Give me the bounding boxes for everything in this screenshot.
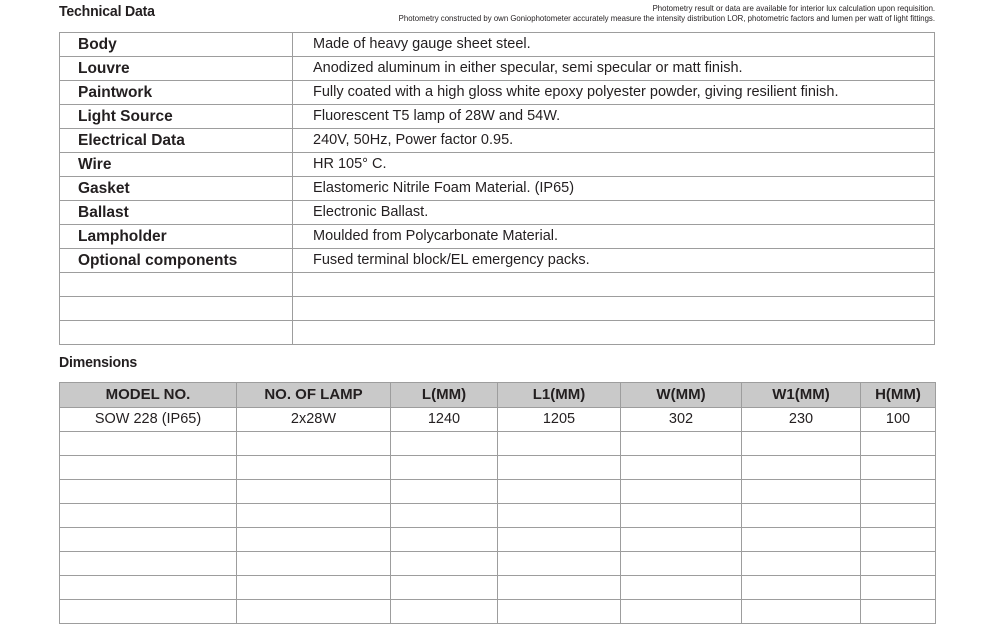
dimensions-empty-row [60, 552, 936, 576]
tech-row [60, 177, 935, 201]
dimensions-empty-cell [237, 528, 391, 552]
dimensions-empty-cell [391, 432, 498, 456]
dimensions-empty-cell [742, 600, 861, 624]
dimensions-empty-cell [391, 528, 498, 552]
dimensions-empty-cell [237, 504, 391, 528]
dimensions-empty-cell [391, 480, 498, 504]
dimensions-cell: 230 [742, 408, 861, 432]
tech-empty-cell [60, 321, 293, 345]
dimensions-empty-cell [237, 480, 391, 504]
dimensions-empty-cell [391, 600, 498, 624]
tech-label: Louvre [60, 57, 293, 81]
tech-label: Light Source [60, 105, 293, 129]
dimensions-empty-cell [237, 432, 391, 456]
dimensions-cell: 1240 [391, 408, 498, 432]
dimensions-table [59, 382, 936, 624]
dimensions-empty-cell [237, 576, 391, 600]
dimensions-column-header: MODEL NO. [60, 383, 237, 408]
tech-label: Body [60, 33, 293, 57]
dimensions-empty-cell [742, 456, 861, 480]
dimensions-cell: 2x28W [237, 408, 391, 432]
dimensions-empty-cell [861, 552, 936, 576]
dimensions-row [60, 408, 936, 432]
tech-value: Elastomeric Nitrile Foam Material. (IP65) [293, 177, 935, 201]
tech-empty-cell [60, 273, 293, 297]
dimensions-empty-cell [60, 576, 237, 600]
dimensions-empty-row [60, 600, 936, 624]
dimensions-column-header: NO. OF LAMP [237, 383, 391, 408]
tech-row [60, 57, 935, 81]
dimensions-cell: 302 [621, 408, 742, 432]
tech-row [60, 225, 935, 249]
dimensions-empty-cell [237, 600, 391, 624]
dimensions-empty-cell [498, 528, 621, 552]
dimensions-column-header: L(MM) [391, 383, 498, 408]
photometry-note-1: Photometry result or data are available for interior lux calculation upon requisition. [652, 3, 935, 13]
dimensions-header-row [60, 383, 936, 408]
tech-value: 240V, 50Hz, Power factor 0.95. [293, 129, 935, 153]
dimensions-empty-cell [498, 480, 621, 504]
dimensions-empty-cell [621, 432, 742, 456]
dimensions-empty-cell [861, 528, 936, 552]
dimensions-empty-cell [742, 528, 861, 552]
dimensions-empty-cell [498, 600, 621, 624]
tech-row [60, 153, 935, 177]
dimensions-heading: Dimensions [59, 354, 138, 371]
dimensions-empty-cell [861, 600, 936, 624]
dimensions-empty-cell [498, 504, 621, 528]
dimensions-column-header: L1(MM) [498, 383, 621, 408]
dimensions-empty-row [60, 456, 936, 480]
dimensions-column-header: W(MM) [621, 383, 742, 408]
tech-label: Gasket [60, 177, 293, 201]
dimensions-empty-cell [498, 456, 621, 480]
tech-value: Moulded from Polycarbonate Material. [293, 225, 935, 249]
dimensions-empty-cell [60, 480, 237, 504]
photometry-note-2: Photometry constructed by own Goniophotometer accurately measure the intensity distribution LOR, photometric factors and lumen per watt of light fittings. [398, 13, 935, 23]
dimensions-empty-cell [621, 504, 742, 528]
dimensions-empty-cell [742, 552, 861, 576]
tech-value: Fluorescent T5 lamp of 28W and 54W. [293, 105, 935, 129]
tech-value: Electronic Ballast. [293, 201, 935, 225]
tech-label: Paintwork [60, 81, 293, 105]
tech-value: HR 105° C. [293, 153, 935, 177]
dimensions-empty-cell [621, 456, 742, 480]
tech-value: Fully coated with a high gloss white epoxy polyester powder, giving resilient finish. [293, 81, 935, 105]
dimensions-empty-cell [861, 504, 936, 528]
tech-value: Fused terminal block/EL emergency packs. [293, 249, 935, 273]
dimensions-empty-cell [621, 600, 742, 624]
tech-value: Made of heavy gauge sheet steel. [293, 33, 935, 57]
dimensions-column-header: H(MM) [861, 383, 936, 408]
tech-label: Electrical Data [60, 129, 293, 153]
dimensions-empty-cell [621, 480, 742, 504]
tech-label: Optional components [60, 249, 293, 273]
dimensions-empty-cell [391, 576, 498, 600]
dimensions-empty-row [60, 480, 936, 504]
dimensions-empty-cell [237, 552, 391, 576]
dimensions-cell: 100 [861, 408, 936, 432]
dimensions-empty-cell [60, 552, 237, 576]
dimensions-empty-cell [742, 432, 861, 456]
dimensions-cell: SOW 228 (IP65) [60, 408, 237, 432]
dimensions-empty-cell [60, 600, 237, 624]
dimensions-empty-cell [498, 576, 621, 600]
tech-row [60, 81, 935, 105]
dimensions-empty-cell [391, 552, 498, 576]
tech-empty-row [60, 273, 935, 297]
dimensions-empty-cell [60, 456, 237, 480]
dimensions-empty-cell [498, 432, 621, 456]
tech-row [60, 249, 935, 273]
tech-empty-cell [293, 273, 935, 297]
dimensions-empty-cell [861, 576, 936, 600]
dimensions-empty-cell [237, 456, 391, 480]
tech-row [60, 201, 935, 225]
tech-value: Anodized aluminum in either specular, semi specular or matt finish. [293, 57, 935, 81]
tech-empty-cell [60, 297, 293, 321]
dimensions-empty-cell [742, 480, 861, 504]
tech-label: Ballast [60, 201, 293, 225]
dimensions-empty-cell [621, 576, 742, 600]
tech-empty-row [60, 297, 935, 321]
dimensions-empty-cell [60, 504, 237, 528]
dimensions-empty-row [60, 504, 936, 528]
tech-row [60, 129, 935, 153]
technical-data-heading: Technical Data [59, 3, 155, 20]
dimensions-empty-cell [621, 552, 742, 576]
dimensions-empty-cell [861, 456, 936, 480]
dimensions-empty-cell [60, 432, 237, 456]
dimensions-empty-cell [60, 528, 237, 552]
tech-empty-cell [293, 321, 935, 345]
dimensions-empty-cell [742, 504, 861, 528]
dimensions-empty-cell [621, 528, 742, 552]
tech-row [60, 33, 935, 57]
tech-empty-row [60, 321, 935, 345]
dimensions-column-header: W1(MM) [742, 383, 861, 408]
tech-label: Wire [60, 153, 293, 177]
technical-data-table [59, 32, 935, 345]
dimensions-cell: 1205 [498, 408, 621, 432]
dimensions-empty-row [60, 576, 936, 600]
dimensions-empty-row [60, 528, 936, 552]
dimensions-empty-row [60, 432, 936, 456]
tech-empty-cell [293, 297, 935, 321]
dimensions-empty-cell [861, 432, 936, 456]
tech-row [60, 105, 935, 129]
dimensions-empty-cell [861, 480, 936, 504]
tech-label: Lampholder [60, 225, 293, 249]
dimensions-empty-cell [391, 456, 498, 480]
dimensions-empty-cell [742, 576, 861, 600]
dimensions-empty-cell [391, 504, 498, 528]
dimensions-empty-cell [498, 552, 621, 576]
